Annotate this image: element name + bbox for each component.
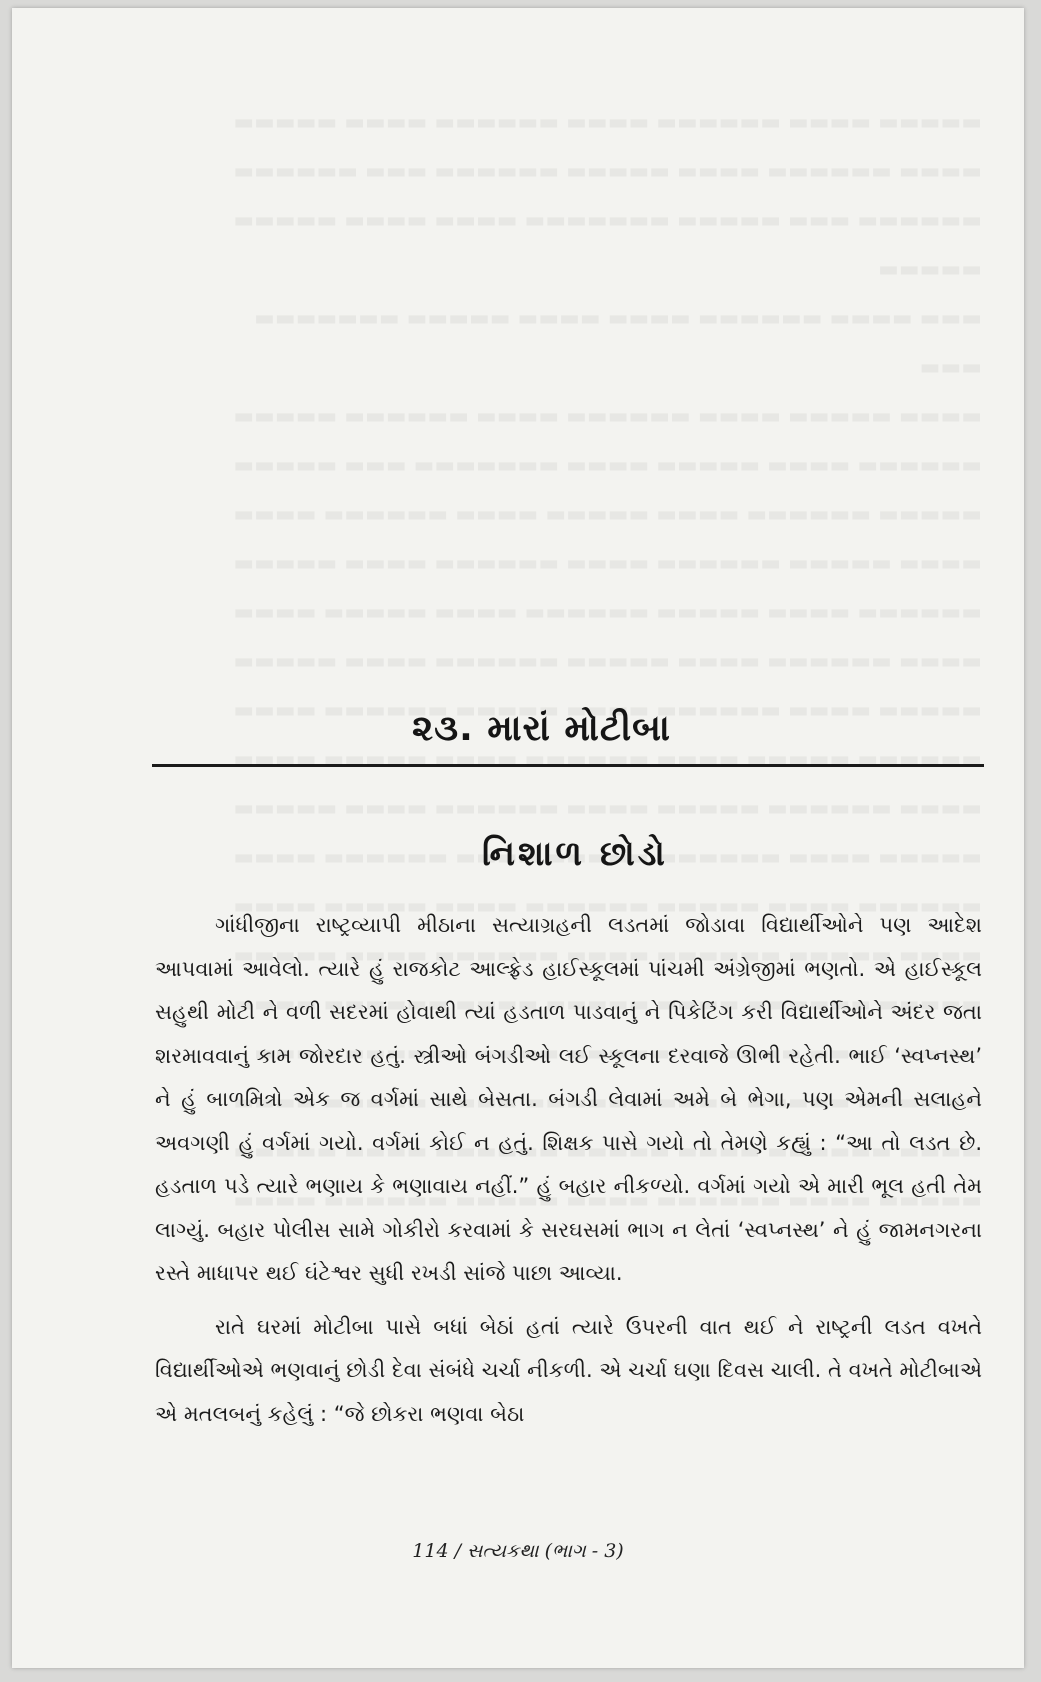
paragraph: રાતે ઘરમાં મોટીબા પાસે બધાં બેઠાં હતાં ત્યારે ઉપરની વાત થઈ ને રાષ્ટ્રની લડત વખતે વિદ્યાર્થીઓએ ભણવાનું છોડી દેવા સંબંધે ચર્ચા નીકળી. એ ચર્ચા ઘણા દિવસ ચાલી. તે વખતે મોટીબાએ એ મતલબનું કહેલું : “જે છોકરા ભણવા બેઠા (155, 1314, 982, 1426)
paragraph: ગાંધીજીના રાષ્ટ્રવ્યાપી મીઠાના સત્યાગ્રહની લડતમાં જોડાવા વિદ્યાર્થીઓને પણ આદેશ આપવામાં આવેલો. ત્યારે હું રાજકોટ આલ્ફ્રેડ હાઈસ્કૂલમાં પાંચમી અંગ્રેજીમાં ભણતો. એ હાઈસ્કૂલ સહુથી મોટી ને વળી સદરમાં હોવાથી ત્યાં હડતાળ પાડવાનું ને પિકેટિંગ કરી વિદ્યાર્થીઓને અંદર જતા શરમાવવાનું કામ જોરદાર હતું. સ્ત્રીઓ બંગડીઓ લઈ સ્કૂલના દરવાજે ઊભી રહેતી. ભાઈ ‘સ્વપ્નસ્થ’ ને હું બાળમિત્રો એક જ વર્ગમાં સાથે બેસતા. બંગડી લેવામાં અમે બે ભેગા, પણ એમની સલાહને અવગણી હું વર્ગમાં ગયો. વર્ગમાં કોઈ ન હતું. શિક્ષક પાસે ગયો તો તેમણે કહ્યું : “આ તો લડત છે. હડતાળ પડે ત્યારે ભણાય કે ભણાવાય નહીં.” હું બહાર નીકળ્યો. વર્ગમાં ગયો એ મારી ભૂલ હતી તેમ લાગ્યું. બહાર પોલીસ સામે ગોકીરો કરવામાં કે સરઘસમાં ભાગ ન લેતાં ‘સ્વપ્નસ્થ’ ને હું જામનગરના રસ્તે માધાપર થઈ ઘંટેશ્વર સુધી રખડી સાંજે પાછા આવ્યા. (155, 913, 982, 1285)
title-divider (152, 764, 984, 767)
page-footer: 114 / સત્યકથા (ભાગ - 3) (412, 1540, 624, 1562)
section-title: નિશાળ છોડો (482, 834, 668, 874)
body-text (155, 904, 982, 1436)
book-page (12, 8, 1024, 1668)
chapter-title: ૨૩. મારાં મોટીબા (412, 708, 671, 749)
